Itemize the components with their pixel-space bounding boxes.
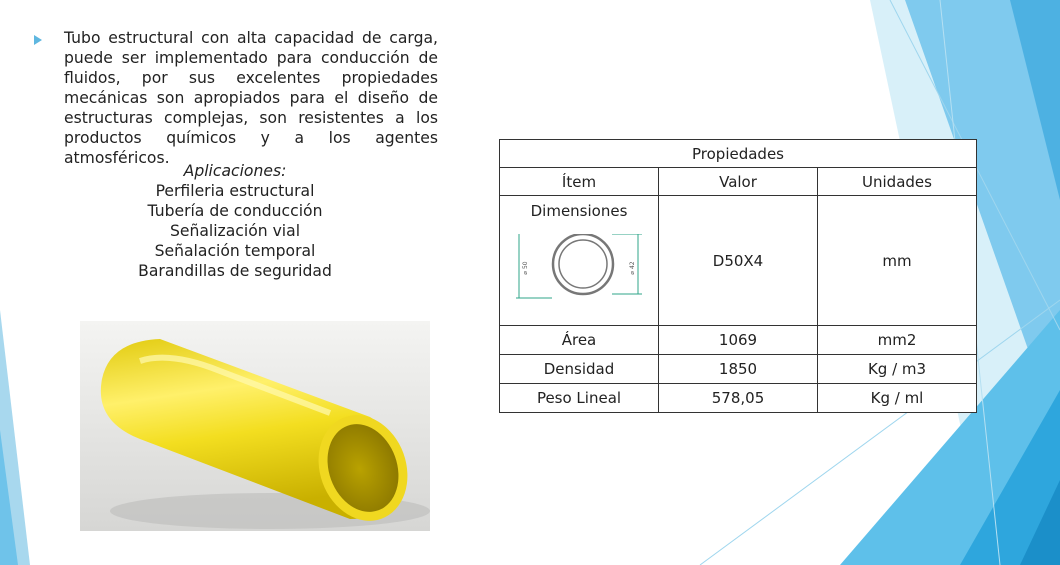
row-unit: Kg / m3 [818, 355, 977, 384]
description-text: Tubo estructural con alta capacidad de carga, puede ser implementado para conducción de fluidos, por sus excelentes propiedades mecánicas son apropiados para el diseño de estructuras complejas, son resistentes a los productos químicos y a los agentes atmosféricos. [64, 29, 438, 167]
row-value: 1850 [659, 355, 818, 384]
dimension-outer-text: ⌀ 42 [629, 261, 636, 275]
dimensions-cell [500, 196, 659, 326]
dimensions-unit: mm [818, 196, 977, 326]
row-value: 578,05 [659, 384, 818, 413]
column-header-units: Unidades [818, 168, 977, 196]
applications-item: Señalación temporal [154, 242, 316, 260]
table-row [500, 355, 977, 384]
applications-item: Señalización vial [169, 222, 301, 240]
applications-item: Perfileria estructural [155, 182, 315, 200]
applications-list [80, 161, 390, 281]
column-header-item: Ítem [500, 168, 659, 196]
tube-cross-section-diagram [512, 234, 647, 304]
row-value: 1069 [659, 326, 818, 355]
table-row [500, 326, 977, 355]
row-item: Peso Lineal [500, 384, 659, 413]
table-row [500, 384, 977, 413]
row-unit: mm2 [818, 326, 977, 355]
dimension-inner-text: ⌀ 50 [522, 261, 529, 275]
row-item: Densidad [500, 355, 659, 384]
dimensions-label: Dimensiones [530, 202, 628, 220]
row-item: Área [500, 326, 659, 355]
applications-item: Tubería de conducción [147, 202, 323, 220]
applications-title: Aplicaciones: [183, 162, 287, 180]
row-unit: Kg / ml [818, 384, 977, 413]
table-row [500, 196, 977, 326]
applications-item: Barandillas de seguridad [138, 262, 332, 280]
table-title: Propiedades [500, 140, 977, 168]
dimensions-value: D50X4 [659, 196, 818, 326]
yellow-tube-photo [80, 321, 430, 531]
bullet-arrow-icon [34, 35, 42, 45]
properties-table [499, 139, 977, 413]
column-header-value: Valor [659, 168, 818, 196]
